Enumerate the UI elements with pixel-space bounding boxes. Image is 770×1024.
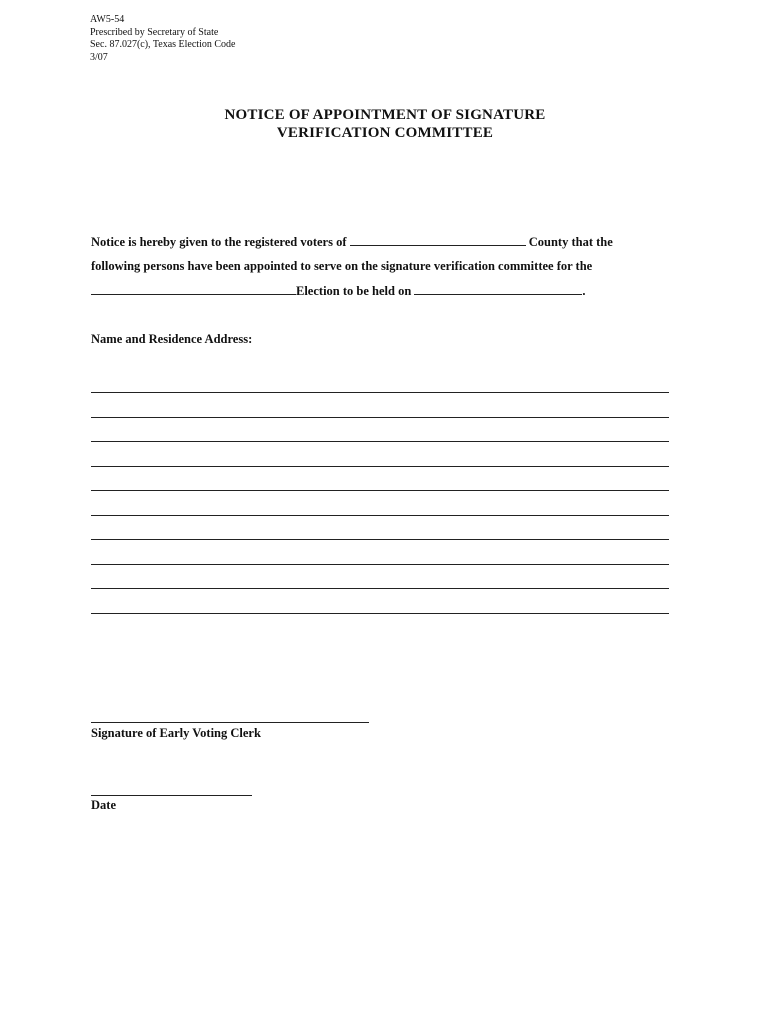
notice-line-2 — [91, 259, 592, 274]
code-section: Sec. 87.027(c), Texas Election Code — [90, 39, 236, 50]
form-header — [90, 14, 235, 64]
address-line[interactable] — [91, 588, 669, 589]
date-label: Date — [91, 798, 116, 812]
form-number: AW5-54 — [90, 14, 125, 25]
county-blank[interactable] — [350, 234, 526, 246]
address-line[interactable] — [91, 417, 669, 418]
address-line[interactable] — [91, 392, 669, 393]
title-line-2: VERIFICATION COMMITTEE — [276, 125, 494, 141]
address-line[interactable] — [91, 515, 669, 516]
address-line[interactable] — [91, 564, 669, 565]
notice-text-4: Election to be held on — [296, 284, 412, 298]
address-line[interactable] — [91, 441, 669, 442]
address-line[interactable] — [91, 539, 669, 540]
notice-text-2: County that the — [528, 235, 613, 249]
date-line[interactable] — [91, 795, 252, 796]
address-line[interactable] — [91, 466, 669, 467]
notice-line-3 — [91, 283, 586, 299]
prescribed-by: Prescribed by Secretary of State — [90, 26, 219, 38]
address-label: Name and Residence Address: — [91, 332, 253, 346]
title-line-1: NOTICE OF APPOINTMENT OF SIGNATURE — [224, 107, 546, 123]
notice-line-1 — [91, 234, 613, 250]
signature-label: Signature of Early Voting Clerk — [91, 726, 261, 740]
notice-text-3: following persons have been appointed to serve on the signature verification committee for the — [91, 259, 593, 273]
address-line[interactable] — [91, 490, 669, 491]
notice-text-1: Notice is hereby given to the registered voters of — [91, 235, 347, 249]
election-date-blank[interactable] — [414, 283, 582, 295]
page-title — [0, 106, 770, 142]
signature-line[interactable] — [91, 722, 369, 723]
notice-text-5: . — [582, 284, 586, 298]
election-blank[interactable] — [91, 283, 296, 295]
address-lines — [91, 392, 669, 637]
address-line[interactable] — [91, 613, 669, 614]
revision-date: 3/07 — [90, 51, 108, 63]
